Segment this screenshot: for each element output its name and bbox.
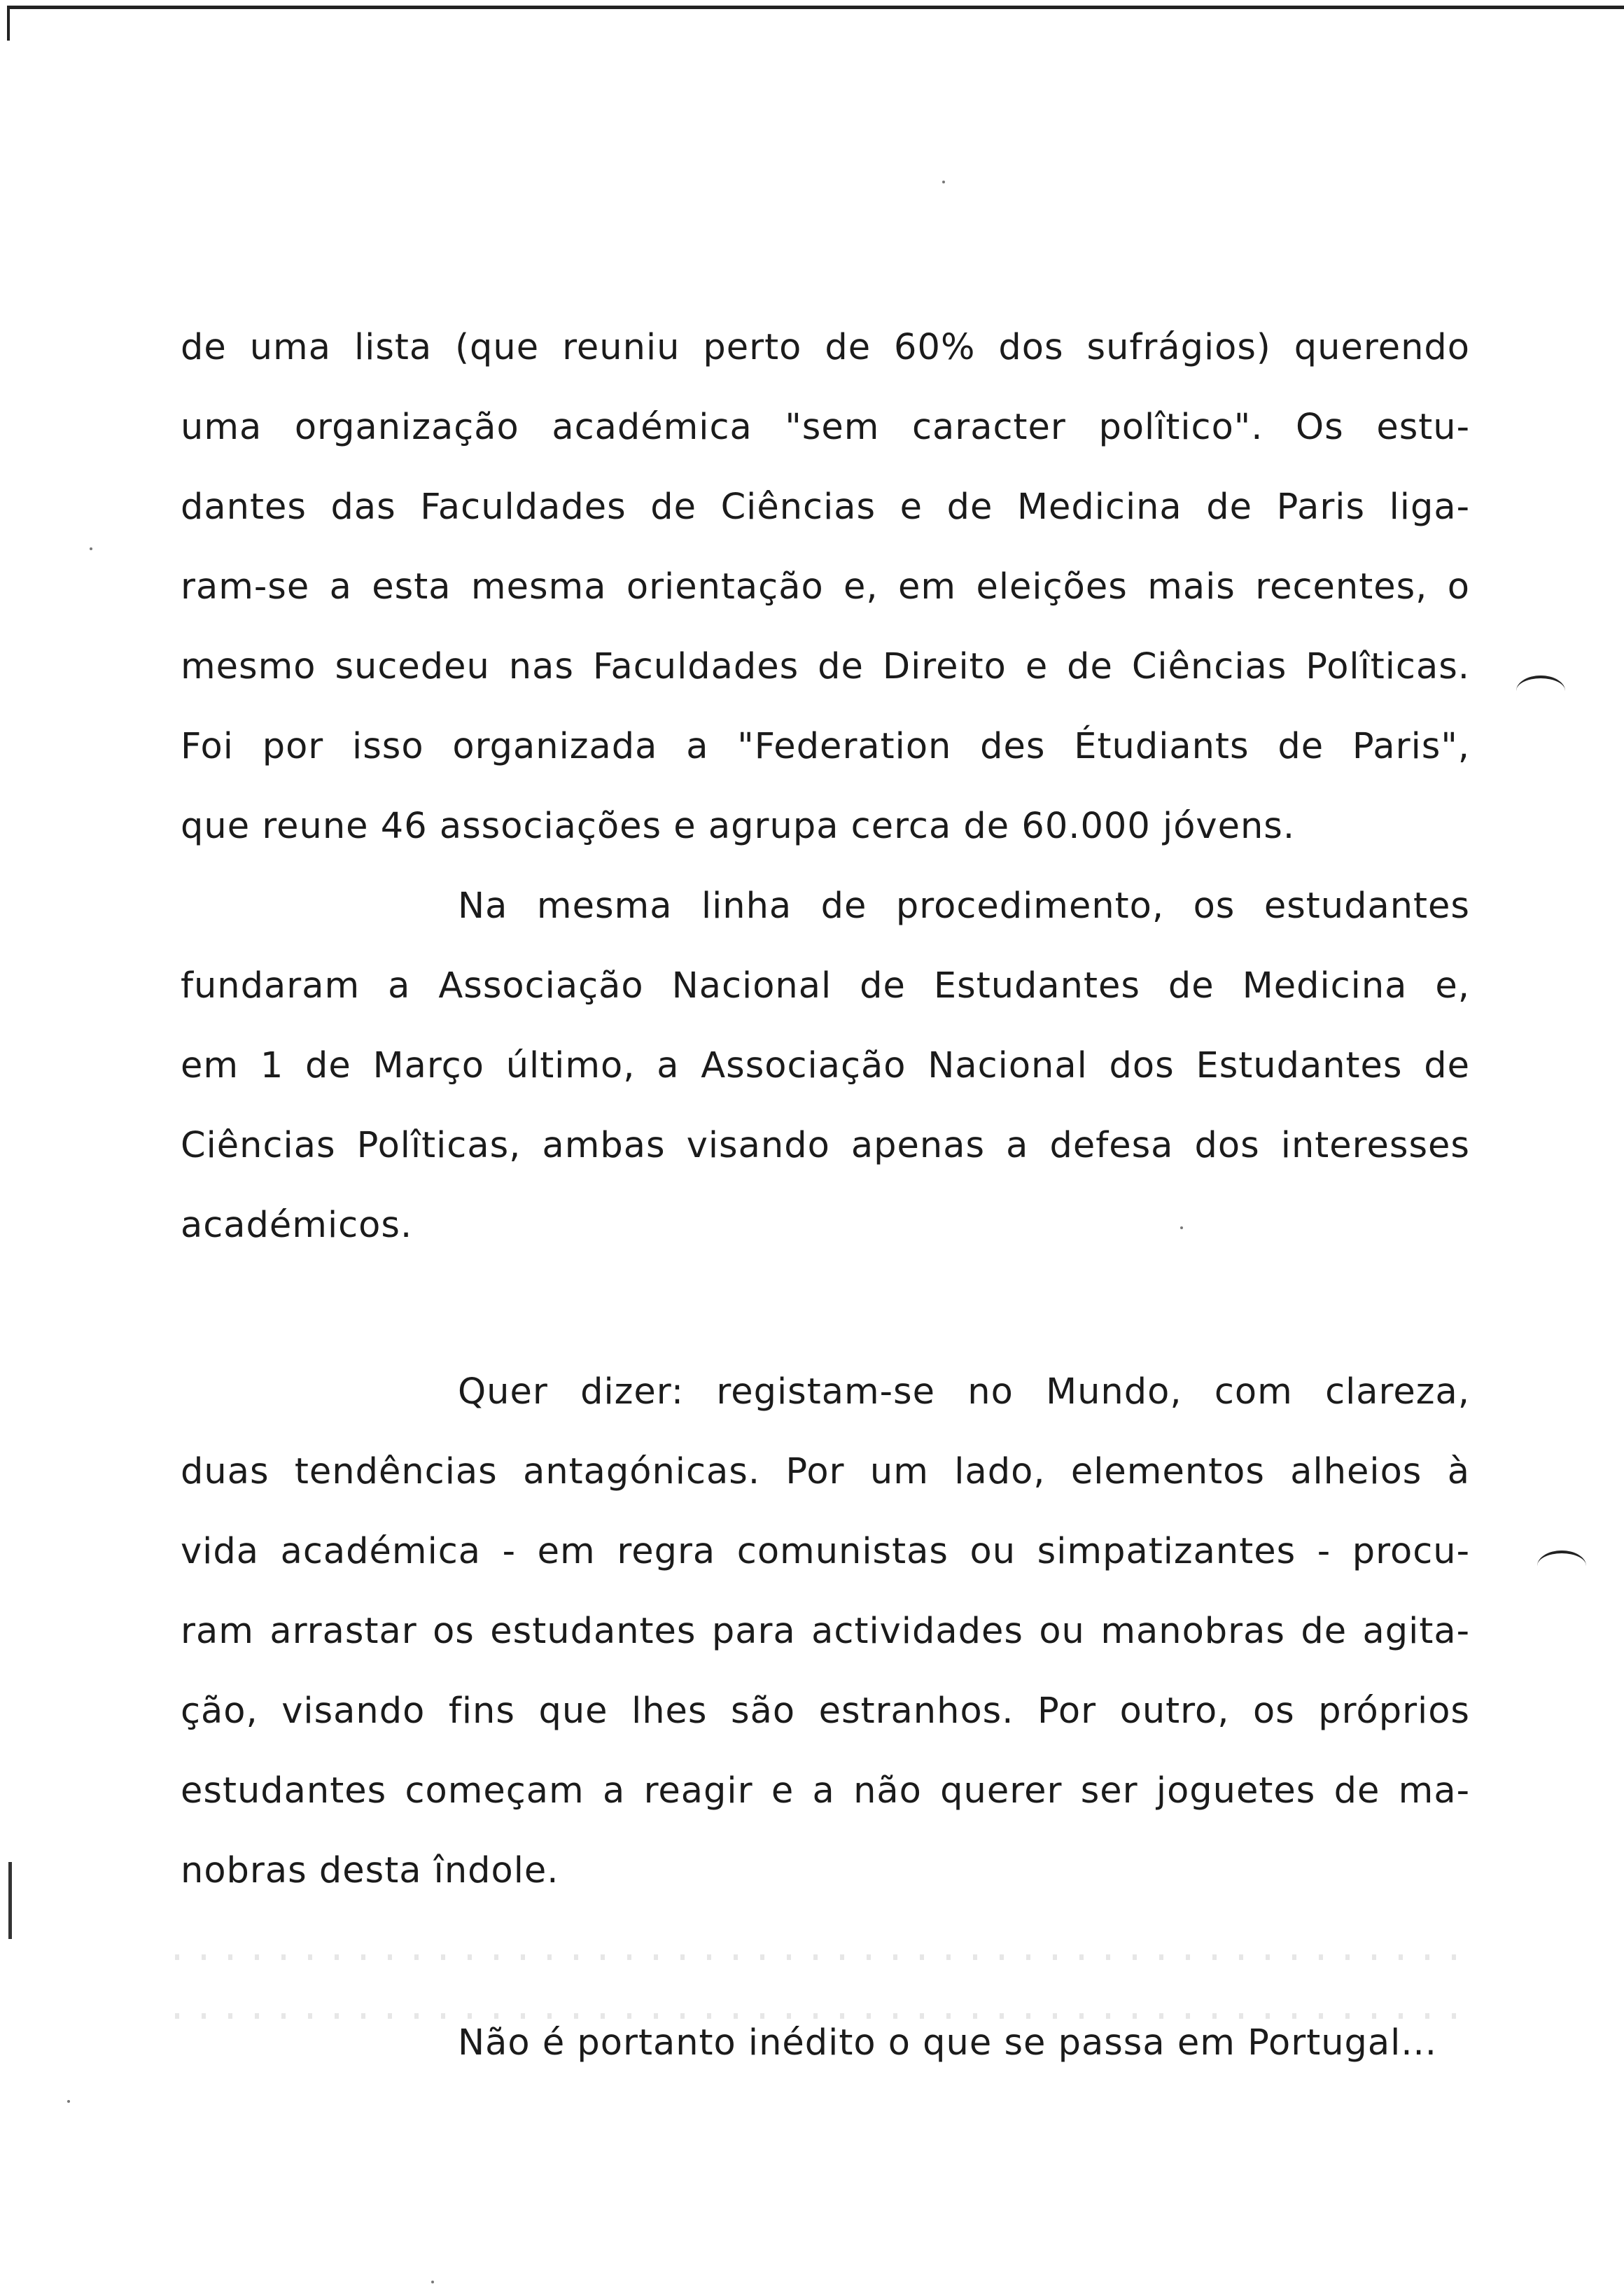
text-line: duas tendências antagónicas. Por um lado, elementos alheios à <box>181 1451 1470 1492</box>
paragraph-gap <box>181 1266 1470 1352</box>
text-line: nobras desta îndole. <box>181 1850 559 1891</box>
scan-speck <box>67 2100 70 2103</box>
left-border-mark <box>7 6 10 41</box>
text-line: em 1 de Março último, a Associação Nacional dos Estudantes de <box>181 1045 1470 1086</box>
document-body <box>181 308 1470 2083</box>
paragraph-gap <box>181 1911 1470 2003</box>
text-line: Quer dizer: registam-se no Mundo, com clareza, <box>458 1371 1470 1413</box>
scan-speck <box>90 547 92 550</box>
text-line: de uma lista (que reuniu perto de 60% dos sufrágios) querendo <box>181 327 1470 368</box>
text-line: dantes das Faculdades de Ciências e de Medicina de Paris liga- <box>181 486 1470 528</box>
punch-hole-mark <box>1537 1550 1586 1581</box>
text-line: ram arrastar os estudantes para actividades ou manobras de agita- <box>181 1611 1470 1652</box>
text-line: vida académica - em regra comunistas ou simpatizantes - procu- <box>181 1531 1470 1572</box>
scan-speck <box>431 2281 434 2283</box>
text-line: que reune 46 associações e agrupa cerca de 60.000 jóvens. <box>181 806 1296 847</box>
text-line: mesmo sucedeu nas Faculdades de Direito e de Ciências Polîticas. <box>181 646 1470 687</box>
text-line: fundaram a Associação Nacional de Estudantes de Medicina e, <box>181 965 1470 1007</box>
paragraph <box>181 2003 1470 2083</box>
text-line: uma organização académica "sem caracter polîtico". Os estu- <box>181 407 1470 448</box>
top-border-line <box>8 6 1624 9</box>
text-line: Foi por isso organizada a "Federation des Étudiants de Paris", <box>181 726 1470 767</box>
punch-hole-mark <box>1516 676 1565 706</box>
left-edge-mark <box>8 1862 12 1939</box>
text-line: ram-se a esta mesma orientação e, em eleições mais recentes, o <box>181 566 1470 608</box>
scan-speck <box>942 181 945 183</box>
text-line: Ciências Polîticas, ambas visando apenas a defesa dos interesses <box>181 1125 1470 1166</box>
text-line: ção, visando fins que lhes são estranhos. Por outro, os próprios <box>181 1690 1470 1732</box>
paragraph <box>181 867 1470 1266</box>
text-line: académicos. <box>181 1205 413 1246</box>
text-line: Não é portanto inédito o que se passa em Portugal... <box>458 2022 1437 2064</box>
text-line: estudantes começam a reagir e a não querer ser joguetes de ma- <box>181 1770 1470 1812</box>
paragraph <box>181 1352 1470 1911</box>
text-line: Na mesma linha de procedimento, os estudantes <box>458 886 1470 927</box>
paragraph <box>181 308 1470 867</box>
